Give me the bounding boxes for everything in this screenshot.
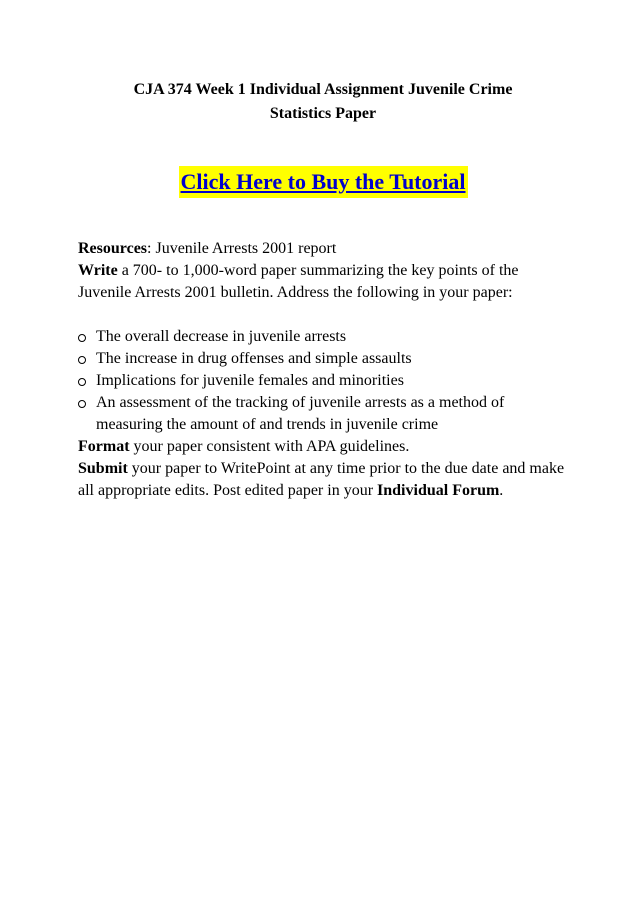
list-item-text: The overall decrease in juvenile arrests (96, 328, 347, 345)
list-item (78, 370, 568, 392)
buy-tutorial-link[interactable]: Click Here to Buy the Tutorial (179, 166, 468, 198)
bullet-icon (78, 378, 86, 386)
document-body (78, 238, 568, 502)
resources-text: : Juvenile Arrests 2001 report (147, 240, 337, 257)
submit-paragraph (78, 458, 568, 502)
resources-label: Resources (78, 240, 148, 257)
list-item-text: An assessment of the tracking of juvenile arrests as a method of measuring the amount of and trends in juvenile crime (96, 394, 505, 433)
cta-container (78, 166, 568, 198)
submit-text: your paper to WritePoint at any time prior to the due date and make all appropriate edits. Post edited paper in your (78, 460, 565, 499)
format-label: Format (78, 438, 130, 455)
format-text: your paper consistent with APA guidelines. (129, 438, 410, 455)
resources-paragraph (78, 238, 568, 304)
forum-label: Individual Forum (377, 482, 500, 499)
format-paragraph (78, 436, 568, 458)
list-item-text: The increase in drug offenses and simple assaults (96, 350, 412, 367)
document-title (78, 78, 568, 126)
write-label: Write (78, 262, 118, 279)
requirements-list (78, 326, 568, 436)
bullet-icon (78, 334, 86, 342)
title-line-1: CJA 374 Week 1 Individual Assignment Juvenile Crime (133, 81, 513, 98)
write-text: a 700- to 1,000-word paper summarizing the key points of the Juvenile Arrests 2001 bulletin. Address the following in your paper: (78, 262, 519, 301)
submit-label: Submit (78, 460, 128, 477)
list-item (78, 348, 568, 370)
list-item-text: Implications for juvenile females and minorities (96, 372, 404, 389)
title-line-2: Statistics Paper (269, 105, 377, 122)
document-page (78, 0, 568, 502)
list-item (78, 392, 568, 436)
bullet-icon (78, 400, 86, 408)
bullet-icon (78, 356, 86, 364)
submit-end: . (499, 482, 504, 499)
list-item (78, 326, 568, 348)
